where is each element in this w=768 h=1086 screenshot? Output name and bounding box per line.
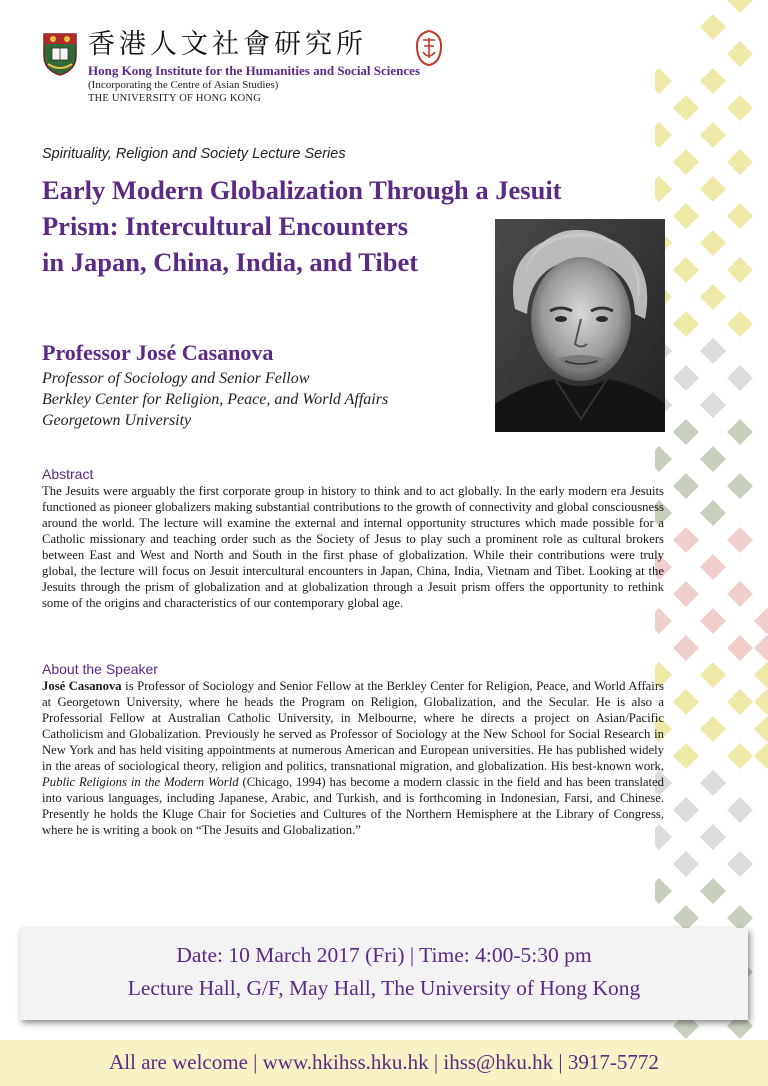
decorative-diamond <box>673 797 699 823</box>
institute-logo <box>42 30 442 110</box>
decorative-diamond <box>727 365 753 391</box>
decorative-diamond <box>700 824 726 850</box>
decorative-diamond <box>754 716 768 742</box>
decorative-diamond <box>727 851 753 877</box>
decorative-diamond <box>700 662 726 688</box>
institute-chinese-name: 香港人文社會研究所 <box>88 29 367 60</box>
lecture-title-line: Prism: Intercultural Encounters <box>42 211 409 241</box>
decorative-diamond <box>673 689 699 715</box>
decorative-diamond <box>700 230 726 256</box>
book-title: Public Religions in the Modern World <box>42 775 239 789</box>
decorative-diamond <box>700 392 726 418</box>
decorative-diamond <box>727 581 753 607</box>
speaker-affiliation-line: Professor of Sociology and Senior Fellow <box>42 370 310 387</box>
decorative-diamond <box>700 284 726 310</box>
decorative-diamond <box>673 851 699 877</box>
decorative-diamond <box>673 581 699 607</box>
footer-bar <box>0 1040 768 1086</box>
university-name: THE UNIVERSITY OF HONG KONG <box>88 93 262 104</box>
speaker-affiliation-line: Berkley Center for Religion, Peace, and World Affairs <box>42 391 389 408</box>
decorative-diamond <box>727 797 753 823</box>
decorative-diamond <box>727 473 753 499</box>
lecture-title-line: Early Modern Globalization Through a Jesuit <box>42 175 562 205</box>
decorative-diamond <box>655 878 672 904</box>
decorative-diamond <box>727 311 753 337</box>
decorative-diamond <box>727 203 753 229</box>
institute-subtitle: (Incorporating the Centre of Asian Studies) <box>88 79 279 91</box>
about-speaker-name: José Casanova <box>42 679 122 693</box>
decorative-diamond <box>673 635 699 661</box>
lecture-series: Spirituality, Religion and Society Lecture Series <box>42 146 346 162</box>
decorative-diamond <box>727 41 753 67</box>
decorative-diamond <box>727 95 753 121</box>
decorative-diamond <box>727 527 753 553</box>
decorative-diamond <box>700 14 726 40</box>
decorative-diamond <box>727 0 753 13</box>
hku-crest-icon <box>42 32 78 76</box>
event-details-box <box>20 928 748 1020</box>
about-speaker-heading: About the Speaker <box>42 661 158 677</box>
decorative-diamond <box>700 122 726 148</box>
event-date-time: Date: 10 March 2017 (Fri) | Time: 4:00-5:30 pm <box>176 943 592 967</box>
about-speaker-text: is Professor of Sociology and Senior Fellow at the Berkley Center for Religion, Peace, and World Affairs at Georgetown University, where he heads the Program on Religion, Globalization, and the Secular. He is also a Professorial Fellow at Australian Catholic University, in Melbourne, where he directs a project on Asian/Pacific Catholicism and Globalization. Previously he served as Professor of Sociology at the New School for Social Research in New York and has held visiting appointments at numerous American and European universities. He has published widely in the areas of sociological theory, religion and politics, transnational migration, and globalization. His best-known work, <box>42 679 664 773</box>
decorative-diamond <box>655 608 672 634</box>
decorative-diamond <box>655 68 672 94</box>
decorative-diamond <box>727 257 753 283</box>
decorative-diamond <box>700 878 726 904</box>
decorative-diamond <box>727 689 753 715</box>
decorative-diamond <box>727 635 753 661</box>
decorative-diamond <box>754 662 768 688</box>
decorative-diamond <box>673 743 699 769</box>
decorative-diamond <box>727 419 753 445</box>
decorative-diamond <box>754 743 768 769</box>
footer-contact: All are welcome | www.hkihss.hku.hk | ihss@hku.hk | 3917-5772 <box>109 1050 659 1074</box>
decorative-diamond <box>700 338 726 364</box>
decorative-diamond-pattern <box>655 0 768 1086</box>
decorative-diamond <box>655 122 672 148</box>
decorative-diamond <box>700 608 726 634</box>
decorative-diamond <box>700 446 726 472</box>
speaker-name: Professor José Casanova <box>42 340 274 365</box>
decorative-diamond <box>700 716 726 742</box>
decorative-diamond <box>700 770 726 796</box>
decorative-diamond <box>727 743 753 769</box>
abstract-heading: Abstract <box>42 466 94 482</box>
lecture-title-line: in Japan, China, India, and Tibet <box>42 247 419 277</box>
decorative-diamond <box>673 311 699 337</box>
decorative-diamond <box>700 500 726 526</box>
decorative-diamond <box>673 95 699 121</box>
speaker-affiliation-line: Georgetown University <box>42 412 192 429</box>
decorative-diamond <box>700 68 726 94</box>
about-speaker-body <box>42 678 664 838</box>
speaker-photo <box>495 219 665 432</box>
decorative-diamond <box>754 689 768 715</box>
decorative-diamond <box>700 554 726 580</box>
decorative-diamond <box>754 635 768 661</box>
about-speaker-text: (Chicago, 1994) has become a modern classic in the field and has been translated into various languages, including Japanese, Arabic, and Turkish, and is forthcoming in Indonesian, Farsi, and Chinese. Presently he holds the Kluge Chair for Societies and Cultures of the Northern Hemisphere at the Library of Congress, where he is writing a book on “The Jesuits and Globalization.” <box>42 775 665 837</box>
decorative-diamond <box>673 419 699 445</box>
decorative-diamond <box>673 473 699 499</box>
decorative-diamond <box>700 176 726 202</box>
decorative-diamond <box>754 608 768 634</box>
abstract-body: The Jesuits were arguably the first corporate group in history to think and to act globally. In the early modern era Jesuits functioned as pioneer globalizers making substantial contributions to the growth of connectivity and global consciousness around the world. The lecture will examine the external and internal opportunity structures which made possible for a Catholic missionary and teaching order such as the Society of Jesus to play such a prominent role as cultural brokers between East and West and North and South in the first phase of globalization. While their contributions were truly global, the lecture will focus on Jesuit intercultural encounters in Japan, China, India, Vietnam and Tibet. Looking at the Jesuits through the prism of globalization and at globalization through a Jesuit prism offers the opportunity to rethink some of the origins and characteristics of our contemporary global age. <box>42 484 664 610</box>
abstract-section <box>42 465 664 611</box>
decorative-diamond <box>727 149 753 175</box>
about-speaker-section <box>42 660 664 838</box>
institute-english-name: Hong Kong Institute for the Humanities and Social Sciences <box>88 63 421 78</box>
decorative-diamond <box>673 365 699 391</box>
event-venue: Lecture Hall, G/F, May Hall, The University of Hong Kong <box>127 976 641 1000</box>
decorative-diamond <box>673 527 699 553</box>
red-seal-icon <box>414 30 444 66</box>
speaker-affiliation <box>42 368 388 431</box>
